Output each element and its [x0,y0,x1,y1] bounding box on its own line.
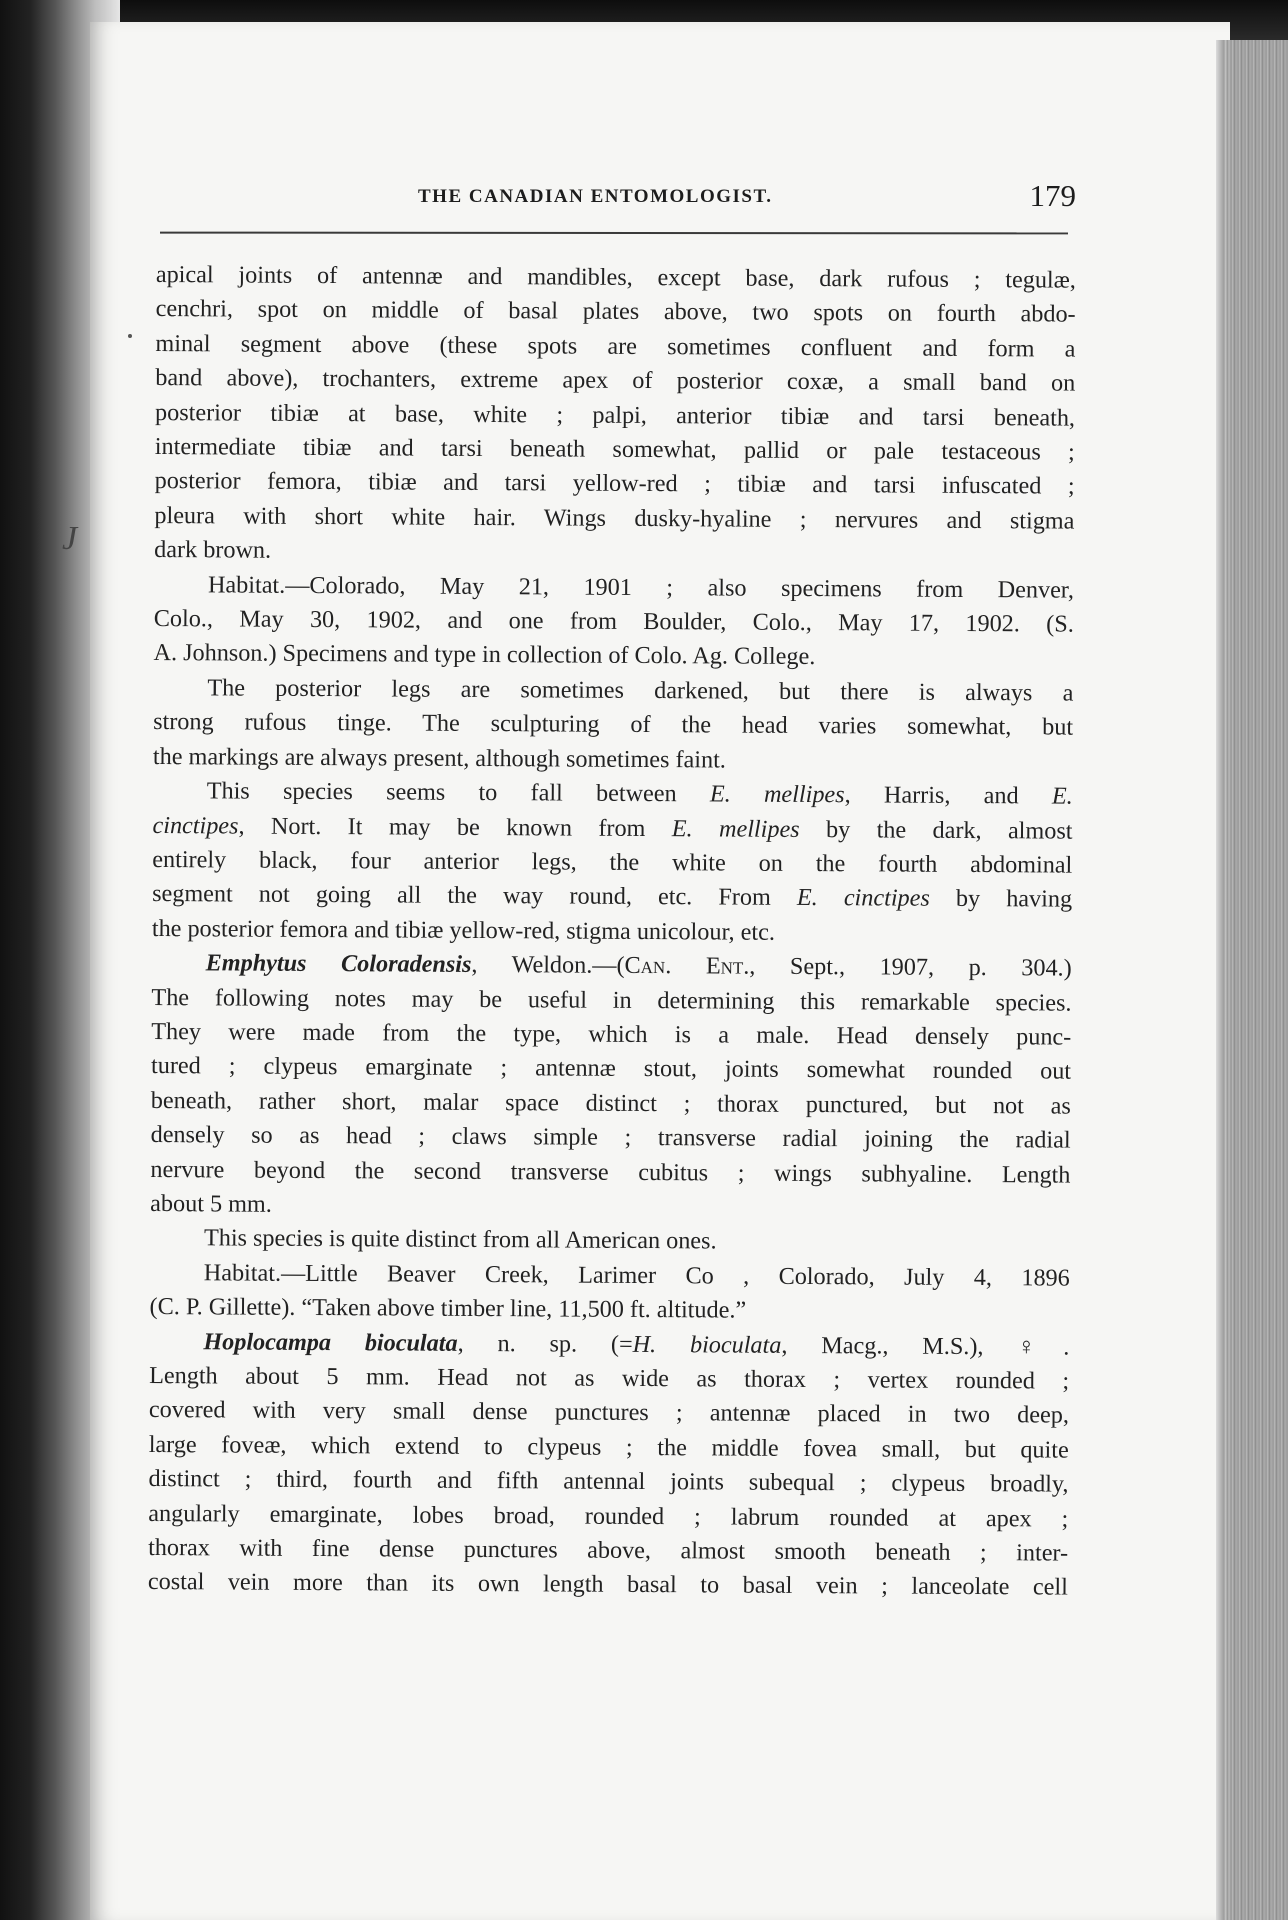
text-line: A. Johnson.) Specimens and type in collection of Colo. Ag. College. [153,639,816,671]
text-line: Habitat.—Little Beaver Creek, Larimer Co , Colorado, July 4, 1896 [203,1259,1070,1292]
text-line: entirely black, four anterior legs, the white on the fourth abdominal [152,845,1073,879]
species-name: E. cinctipes [796,884,930,913]
running-title: THE CANADIAN ENTOMOLOGIST. [418,186,773,207]
text-line: strong rufous tinge. The sculpturing of the head varies somewhat, but [153,708,1074,741]
text-line: angularly emarginate, lobes broad, rounded ; labrum rounded at apex ; [148,1499,1069,1533]
text-line: They were made from the type, which is a male. Head densely punc- [151,1017,1072,1051]
text-line: The following notes may be useful in determining this remarkable species. [151,983,1072,1017]
species-name: E. [1051,782,1073,810]
text-line [149,1325,1069,1365]
text-line: beneath, rather short, malar space distinct ; thorax punctured, but not as [150,1086,1071,1120]
text-line [152,946,1072,986]
text-line [152,808,1072,848]
species-name: E. mellipes [709,780,845,809]
text-line: apical joints of antennæ and mandibles, except base, dark rufous ; tegulæ, [155,260,1076,294]
text-run: , Nort. It may be known from [238,812,672,842]
text-line: This species is quite distinct from all American ones. [203,1224,717,1255]
text-run: , Weldon.—( [471,951,625,980]
ink-dot [128,334,132,338]
text-line: thorax with fine dense punctures above, almost smooth beneath ; inter- [148,1534,1069,1567]
text-line: nervure beyond the second transverse cubitus ; wings subhyaline. Length [150,1155,1071,1189]
text-line [152,877,1072,917]
body-text [148,258,1076,1605]
species-name: Hoplocampa bioculata [203,1327,458,1357]
text-line: dark brown. [154,536,272,564]
species-name: cinctipes [152,811,239,840]
text-line: pleura with short white hair. Wings dusky-hyaline ; nervures and stigma [154,501,1075,535]
text-line: (C. P. Gillette). “Taken above timber line, 11,500 ft. altitude.” [149,1293,747,1324]
text-line: the posterior femora and tibiæ yellow-red, stigma unicolour, etc. [151,914,776,946]
text-run: , Sept., 1907, p. 304.) [749,952,1072,982]
text-line: covered with very small dense punctures ; antennæ placed in two deep, [148,1396,1070,1430]
species-name: H. bioculata [632,1330,782,1359]
text-line: posterior femora, tibiæ and tarsi yellow-red ; tibiæ and tarsi infuscated ; [154,467,1075,501]
text-run: , n. sp. (= [457,1329,633,1358]
text-line: minal segment above (these spots are sometimes confluent and form a [155,329,1076,363]
text-line: Length about 5 mm. Head not as wide as thorax ; vertex rounded ; [149,1361,1070,1395]
text-line: Habitat.—Colorado, May 21, 1901 ; also specimens from Denver, [207,570,1075,604]
text-run: by having [929,885,1073,913]
text-line: densely so as head ; claws simple ; transverse radial joining the radial [150,1121,1071,1154]
text-line [153,774,1073,814]
text-line: costal vein more than its own length basal to basal vein ; lanceolate cell [147,1568,1068,1602]
page-header [160,178,1080,222]
text-line: tured ; clypeus emarginate ; antennæ stout, joints somewhat rounded out [150,1052,1072,1085]
text-line: cenchri, spot on middle of basal plates above, two spots on fourth abdo- [155,295,1076,329]
text-line: posterior tibiæ at base, white ; palpi, anterior tibiæ and tarsi beneath, [154,398,1076,432]
text-run: This species seems to fall between [206,777,711,808]
text-line: band above), trochanters, extreme apex of posterior coxæ, a small band on [155,364,1076,397]
text-line: Colo., May 30, 1902, and one from Boulder, Colo., May 17, 1902. (S. [153,605,1074,638]
text-line: intermediate tibiæ and tarsi beneath somewhat, pallid or pale testaceous ; [154,433,1075,466]
species-name: E. mellipes [671,814,800,843]
page-stack-shade [1216,40,1224,1920]
species-name: Emphytus Coloradensis [205,949,472,979]
margin-mark: J [62,520,78,557]
text-run: , Macg., M.S.), ♀. [781,1331,1070,1361]
text-line: the markings are always present, although sometimes faint. [152,742,726,774]
text-run: segment not going all the way round, etc. From [152,880,798,912]
page-number: 179 [1029,178,1076,213]
text-line: about 5 mm. [150,1189,272,1218]
text-line: The posterior legs are sometimes darkened, but there is always a [207,674,1074,707]
journal-abbrev: Can. Ent. [624,952,750,980]
text-run: by the dark, almost [799,815,1073,845]
text-line: distinct ; third, fourth and fifth antennal joints subequal ; clypeus broadly, [148,1465,1069,1498]
text-line: large foveæ, which extend to clypeus ; the middle fovea small, but quite [148,1430,1069,1464]
page-stack-edge [1224,40,1288,1920]
text-run: , Harris, and [844,781,1052,810]
